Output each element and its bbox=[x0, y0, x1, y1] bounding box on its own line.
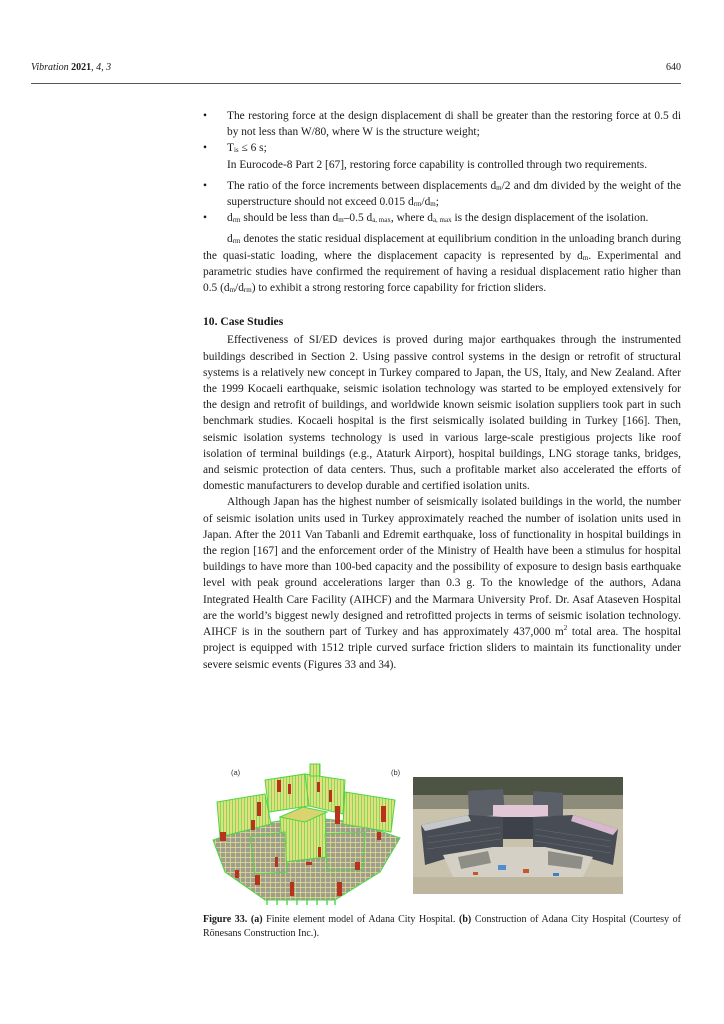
body-text bbox=[203, 108, 681, 673]
bullet-item bbox=[203, 178, 681, 210]
subscript: m bbox=[229, 286, 236, 295]
text: /d bbox=[235, 282, 244, 295]
hospital-construction-photo bbox=[413, 777, 623, 894]
subscript: m bbox=[338, 216, 344, 225]
bullet-icon: • bbox=[203, 110, 207, 122]
caption-text-a: Finite element model of Adana City Hospital. bbox=[262, 914, 459, 925]
subscript: rm bbox=[413, 200, 422, 209]
journal-issue: 3 bbox=[106, 62, 112, 73]
text: Although Japan has the highest number of seismically isolated buildings in the world, the number of seismic isolation units used in Turkey approximately reached the number of isolation units used in Japan. After the 2011 Van Tabanli and Edremit earthquake, loss of functionality in hospital buildings in the region [167] and the enforcement order of the Ministry of Health have been a stimulus for hospital buildings to have more than 100-bed capacity and the possibility of exposure to design basis earthquake level with peak ground accelerations larger than 0.3 g. To the knowledge of the authors, Adana Integrated Health Care Facility (AIHCF) and the Marmara University Prof. Dr. Asaf Ataseven Hospital are the world’s biggest newly designed and retrofitted projects in terms of seismic isolation technology. AIHCF is in the southern part of Turkey and has approximately 437,000 m bbox=[203, 496, 681, 639]
subscript: rm bbox=[232, 237, 241, 246]
caption-marker-a: (a) bbox=[250, 914, 263, 925]
bullet-icon: • bbox=[203, 179, 207, 192]
journal-name: Vibration bbox=[31, 62, 69, 73]
page-number: 640 bbox=[666, 62, 681, 73]
journal-volume: 4 bbox=[96, 62, 102, 73]
paragraph bbox=[203, 231, 681, 296]
text: –0.5 d bbox=[343, 212, 373, 225]
bullet-text: The restoring force at the design displacement di shall be greater than the restoring force at 0.5 di by not less than W/80, where W is the structure weight; bbox=[227, 110, 681, 139]
subscript: rm bbox=[243, 286, 252, 295]
journal-year: 2021 bbox=[71, 62, 92, 73]
subscript: is bbox=[233, 146, 239, 155]
caption-label: Figure 33. bbox=[203, 914, 248, 925]
subscript: m bbox=[496, 183, 502, 192]
subscript: a, max bbox=[372, 216, 391, 225]
caption-marker-b: (b) bbox=[458, 914, 472, 925]
figure-33 bbox=[203, 762, 681, 907]
figure-label-a: (a) bbox=[231, 768, 241, 777]
bullet-text bbox=[227, 178, 681, 210]
paragraph: Effectiveness of SI/ED devices is proved during major earthquakes through the instrumented buildings described in Section 2. Using passive control systems in the design or retrofit of structural systems is a relatively new concept in Turkey compared to Japan, the US, Italy, and New Zealand. After the 1999 Kocaeli earthquake, seismic isolation technology was started to be employed extensively for the design and retrofit of buildings, and worldwide known seismic isolation suppliers took part in such benchmark studies. Kocaeli hospital is the first seismically isolated building in Turkey [166]. Then, seismic isolation systems technology is used in various large-scale prestigious projects like roof isolation of terminal buildings (e.g., Ataturk Airport), hospital buildings, LNG storage tanks, bridges, and seismic protection of data centers. Thus, such a profitable market also accelerated the efforts of domestic manufacturers to develop durable and certified isolation units. bbox=[203, 334, 681, 493]
text: /2 and dm divided by the weight of the superstructure should not exceed 0.015 d bbox=[227, 179, 681, 209]
finite-element-model-image bbox=[205, 762, 403, 907]
text: d bbox=[227, 233, 233, 246]
bullet-text bbox=[227, 140, 681, 156]
figure-caption bbox=[203, 913, 681, 941]
text: The ratio of the force increments between displacements d bbox=[227, 179, 497, 192]
caption-text-b: Construction of Adana City Hospital (Courtesy of Rönesans Construction Inc.). bbox=[203, 914, 681, 939]
subscript: a, max bbox=[432, 216, 452, 225]
superscript: 2 bbox=[563, 624, 568, 633]
text: /d bbox=[421, 196, 431, 209]
text: total area. The hospital project is equipped with 1512 triple curved surface friction sliders to maintain its functionality under severe seismic events (Figures 33 and 34). bbox=[203, 626, 681, 671]
bullet-icon: • bbox=[203, 212, 207, 225]
text: . Experimental and parametric studies have confirmed the requirement of having a residual displacement ratio higher than 0.5 (d bbox=[203, 249, 681, 295]
subscript: rm bbox=[232, 216, 241, 225]
running-header bbox=[31, 62, 681, 78]
bullet-icon: • bbox=[203, 142, 207, 155]
bullet-item bbox=[203, 210, 681, 226]
subscript: m bbox=[582, 253, 589, 262]
paragraph: In Eurocode-8 Part 2 [67], restoring force capability is controlled through two requirements. bbox=[227, 158, 648, 171]
text: is the design displacement of the isolation. bbox=[451, 212, 649, 225]
text: denotes the static residual displacement at equilibrium condition in the unloading branch during the quasi-static loading, where the displacement capacity is represented by d bbox=[203, 233, 681, 262]
text: d bbox=[227, 212, 233, 225]
header-divider bbox=[31, 83, 681, 84]
symbol-t: T bbox=[227, 142, 234, 155]
journal-citation: Vibration 2021, 4, 3 bbox=[31, 62, 112, 73]
text: ) to exhibit a strong restoring force capability for friction sliders. bbox=[251, 282, 547, 295]
text: ≤ 6 s; bbox=[238, 142, 267, 155]
subscript: m bbox=[430, 200, 436, 209]
bullet-item bbox=[203, 108, 681, 140]
bullet-item bbox=[203, 140, 681, 156]
text: should be less than d bbox=[240, 212, 339, 225]
section-heading: 10. Case Studies bbox=[203, 315, 284, 329]
text: ; bbox=[435, 196, 439, 209]
paragraph bbox=[203, 494, 681, 672]
bullet-text bbox=[227, 210, 681, 226]
text: , where d bbox=[390, 212, 433, 225]
figure-label-b: (b) bbox=[391, 768, 401, 777]
